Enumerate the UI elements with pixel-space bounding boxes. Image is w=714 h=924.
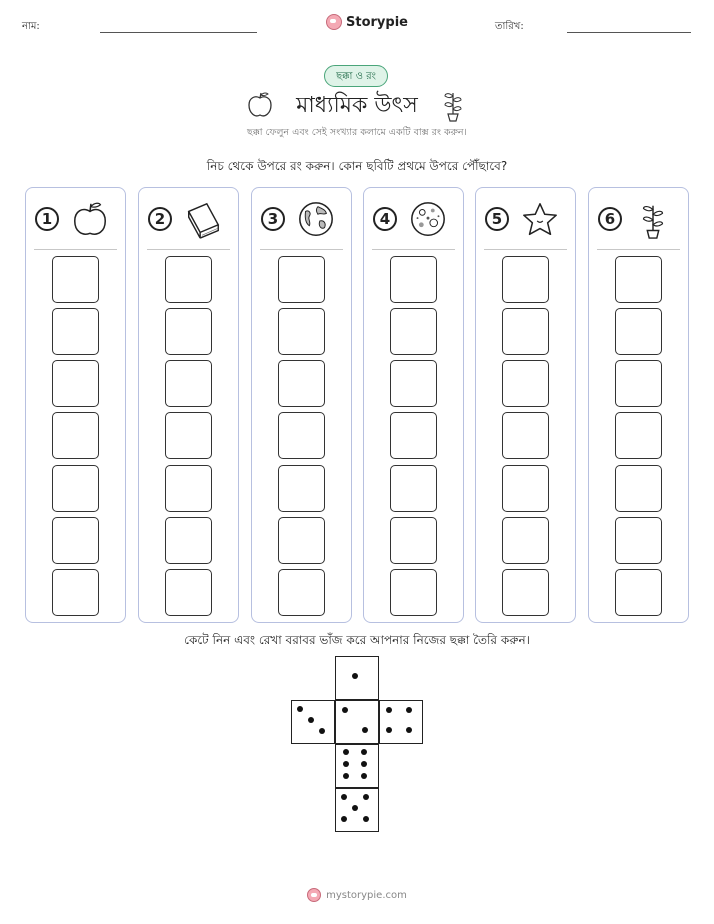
color-box[interactable] [390, 256, 437, 303]
color-box[interactable] [615, 256, 662, 303]
column-divider [484, 249, 567, 250]
dice-and-color-badge: ছক্কা ও রং [324, 65, 388, 87]
name-label: নাম: [22, 21, 40, 32]
dice-face-4 [379, 700, 423, 744]
moon-icon [408, 200, 448, 240]
date-line[interactable] [567, 32, 691, 33]
dice-pip [386, 707, 392, 713]
column-divider [597, 249, 680, 250]
color-box[interactable] [278, 517, 325, 564]
color-box[interactable] [165, 517, 212, 564]
column-1 [25, 187, 126, 623]
dice-face-1 [335, 656, 379, 700]
color-box[interactable] [615, 517, 662, 564]
dice-pip [341, 816, 347, 822]
dice-pip [406, 707, 412, 713]
color-box[interactable] [278, 569, 325, 616]
column-divider [260, 249, 343, 250]
subtitle: ছক্কা ফেলুন এবং সেই সংখ্যার কলামে একটি বাক্স রং করুন। [247, 127, 467, 138]
dice-pip [406, 727, 412, 733]
color-box[interactable] [165, 308, 212, 355]
color-box[interactable] [52, 360, 99, 407]
globe-icon [296, 200, 336, 240]
dice-face-5 [335, 788, 379, 832]
dice-pip [352, 805, 358, 811]
cut-instruction: কেটে নিন এবং রেখা বরাবর ভাঁজ করে আপনার নিজের ছক্কা তৈরি করুন। [184, 633, 530, 647]
dice-pip [363, 794, 369, 800]
color-box[interactable] [502, 569, 549, 616]
date-label: তারিখ: [495, 21, 524, 32]
instruction: নিচ থেকে উপরে রং করুন। কোন ছবিটি প্রথমে উপরে পৌঁছাবে? [206, 159, 508, 173]
storypie-mascot-icon [326, 14, 342, 30]
column-5 [475, 187, 576, 623]
column-divider [34, 249, 117, 250]
color-box[interactable] [165, 412, 212, 459]
dice-face-6 [335, 744, 379, 788]
color-box[interactable] [390, 308, 437, 355]
dice-pip [386, 727, 392, 733]
color-box[interactable] [52, 308, 99, 355]
color-box[interactable] [615, 308, 662, 355]
dice-pip [343, 773, 349, 779]
color-box[interactable] [615, 412, 662, 459]
plant-icon [633, 200, 673, 240]
book-icon [183, 200, 223, 240]
color-box[interactable] [502, 465, 549, 512]
column-number: 2 [148, 207, 172, 231]
color-box[interactable] [278, 308, 325, 355]
dice-pip [343, 761, 349, 767]
dice-pip [342, 707, 348, 713]
page-title: মাধ্যমিক উৎস [296, 93, 418, 118]
column-number: 6 [598, 207, 622, 231]
dice-pip [352, 673, 358, 679]
color-box[interactable] [52, 569, 99, 616]
color-box[interactable] [390, 569, 437, 616]
column-number: 3 [261, 207, 285, 231]
color-box[interactable] [52, 517, 99, 564]
footer-url[interactable]: mystorypie.com [326, 889, 407, 901]
dice-pip [361, 773, 367, 779]
color-box[interactable] [165, 256, 212, 303]
color-box[interactable] [278, 412, 325, 459]
color-box[interactable] [165, 360, 212, 407]
column-3 [251, 187, 352, 623]
color-box[interactable] [390, 517, 437, 564]
color-box[interactable] [52, 412, 99, 459]
dice-pip [361, 749, 367, 755]
dice-pip [361, 761, 367, 767]
color-box[interactable] [615, 360, 662, 407]
color-box[interactable] [390, 465, 437, 512]
apple-icon [70, 200, 110, 240]
dice-pip [319, 728, 325, 734]
color-box[interactable] [52, 256, 99, 303]
dice-pip [341, 794, 347, 800]
column-number: 4 [373, 207, 397, 231]
dice-face-2 [335, 700, 379, 744]
dice-pip [343, 749, 349, 755]
color-box[interactable] [615, 569, 662, 616]
plant-icon [442, 88, 464, 122]
column-divider [147, 249, 230, 250]
color-box[interactable] [52, 465, 99, 512]
star-icon [520, 200, 560, 240]
color-box[interactable] [615, 465, 662, 512]
color-box[interactable] [278, 256, 325, 303]
color-box[interactable] [278, 360, 325, 407]
color-box[interactable] [502, 360, 549, 407]
column-number: 1 [35, 207, 59, 231]
column-6 [588, 187, 689, 623]
color-box[interactable] [165, 569, 212, 616]
column-divider [372, 249, 455, 250]
dice-pip [362, 727, 368, 733]
storypie-logo [326, 14, 408, 30]
color-box[interactable] [502, 412, 549, 459]
storypie-mascot-icon [307, 888, 321, 902]
color-box[interactable] [278, 465, 325, 512]
column-2 [138, 187, 239, 623]
color-box[interactable] [502, 256, 549, 303]
column-number: 5 [485, 207, 509, 231]
color-box[interactable] [390, 360, 437, 407]
brand-name: Storypie [346, 14, 408, 30]
color-box[interactable] [165, 465, 212, 512]
color-box[interactable] [502, 517, 549, 564]
column-4 [363, 187, 464, 623]
dice-face-3 [291, 700, 335, 744]
color-box[interactable] [390, 412, 437, 459]
dice-pip [363, 816, 369, 822]
footer [0, 888, 714, 902]
color-box[interactable] [502, 308, 549, 355]
dice-pip [297, 706, 303, 712]
dice-pip [308, 717, 314, 723]
name-line[interactable] [100, 32, 257, 33]
